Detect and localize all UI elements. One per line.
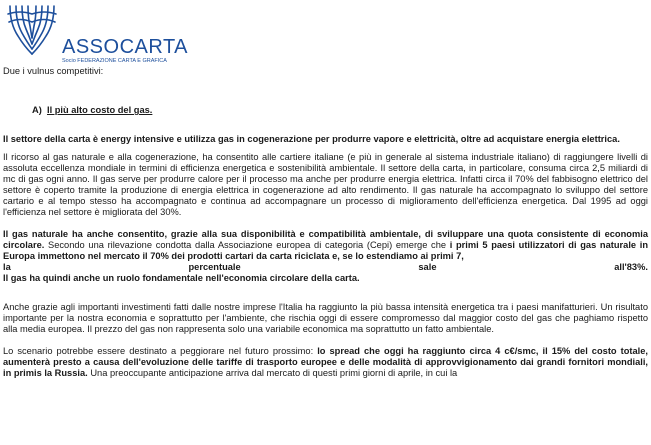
word-sale: sale: [418, 262, 437, 272]
paragraph-5-normal-a: Lo scenario potrebbe essere destinato a peggiorare nel futuro prossimo:: [3, 346, 318, 356]
paragraph-2: Il ricorso al gas naturale e alla cogenerazione, ha consentito alle cartiere italiane (e più in generale al sistema industriale italiano) di raggiungere livelli di assoluta eccellenza mondiale in termini di efficienza energetica e sostenibilità ambientale. Il settore della carta, in particolare, consuma circa 2,5 miliardi di mc di gas ogni anno. Il gas serve per produrre calore per il processo ma anche per produrre energia elettrica. Infatti circa il 70% del fabbisogno elettrico del settore è coperto tramite la produzione di energia elettrica in cogenerazione ad alto rendimento. Il gas naturale ha accompagnato lo sviluppo del settore cartario e al tempo stesso ha accompagnato e continua ad accompagnare un processo di miglioramento dell'efficienza energetica. Dal 1995 ad oggi l'efficienza nel settore è migliorata del 30%.: [3, 152, 648, 217]
heading-letter: A): [32, 105, 42, 115]
paragraph-3-closing: [3, 273, 648, 284]
paragraph-4: Anche grazie agli importanti investimenti fatti dalle nostre imprese l'Italia ha raggiunto la più bassa intensità energetica tra i paesi manifatturieri. Un risultato importante per la nostra economia e soprattutto per l'ambiente, che rischia oggi di essere compromesso dal maggior costo del gas che paghiamo rispetto alla media europea. Il prezzo del gas non rappresenta solo una variabile economica ma soprattutto un fatto ambientale.: [3, 302, 648, 334]
paragraph-3-justified-line: [3, 262, 648, 273]
paragraph-5: [3, 346, 648, 379]
section-heading: [32, 105, 648, 116]
paragraph-3: [3, 229, 648, 262]
logo-wordmark: ASSOCARTA: [62, 36, 189, 58]
logo-emblem-icon: [4, 2, 60, 60]
document-body: [3, 66, 648, 379]
word-la: la: [3, 262, 11, 272]
paragraph-5-bold: lo spread che oggi ha raggiunto circa 4 c€/smc, il 15% del costo totale, aumenterà presto a causa dell'evoluzione delle tariffe di trasporto europee e delle modalità di approvvigionamento dai grandi fornitori mondiali, in primis la Russia.: [3, 346, 648, 378]
paragraph-5-normal-b: Una preoccupante anticipazione arriva dal mercato di questi primi giorni di aprile, in cui la: [87, 368, 458, 378]
paragraph-1-text: Il settore della carta è energy intensive e utilizza gas in cogenerazione per produrre vapore e elettricità, oltre ad acquistare energia elettrica.: [3, 134, 620, 144]
logo-subtitle: Socio FEDERAZIONE CARTA E GRAFICA: [62, 58, 167, 64]
paragraph-3-bold-a: Il gas naturale ha anche consentito, grazie alla sua disponibilità e compatibilità ambientale, di sviluppare una quota consistente di economia circolare.: [3, 229, 648, 250]
associarta-logo: [4, 2, 204, 62]
word-all83: all'83%.: [614, 262, 648, 272]
intro-line: Due i vulnus competitivi:: [3, 66, 104, 76]
paragraph-3-normal: Secondo una rilevazione condotta dalla Associazione europea di categoria (Cepi) emerge che: [44, 240, 450, 250]
paragraph-1: [3, 134, 648, 145]
paragraph-3-bold-b: i primi 5 paesi utilizzatori di gas naturale in Europa immettono nel mercato il 70% dei prodotti cartari da carta riciclata e, se lo estendiamo ai primi 7,: [3, 240, 649, 261]
heading-title: Il più alto costo del gas.: [46, 105, 153, 115]
word-percentuale: percentuale: [188, 262, 241, 272]
paragraph-3-bold-c: Il gas ha quindi anche un ruolo fondamentale nell'economia circolare della carta.: [3, 273, 360, 283]
